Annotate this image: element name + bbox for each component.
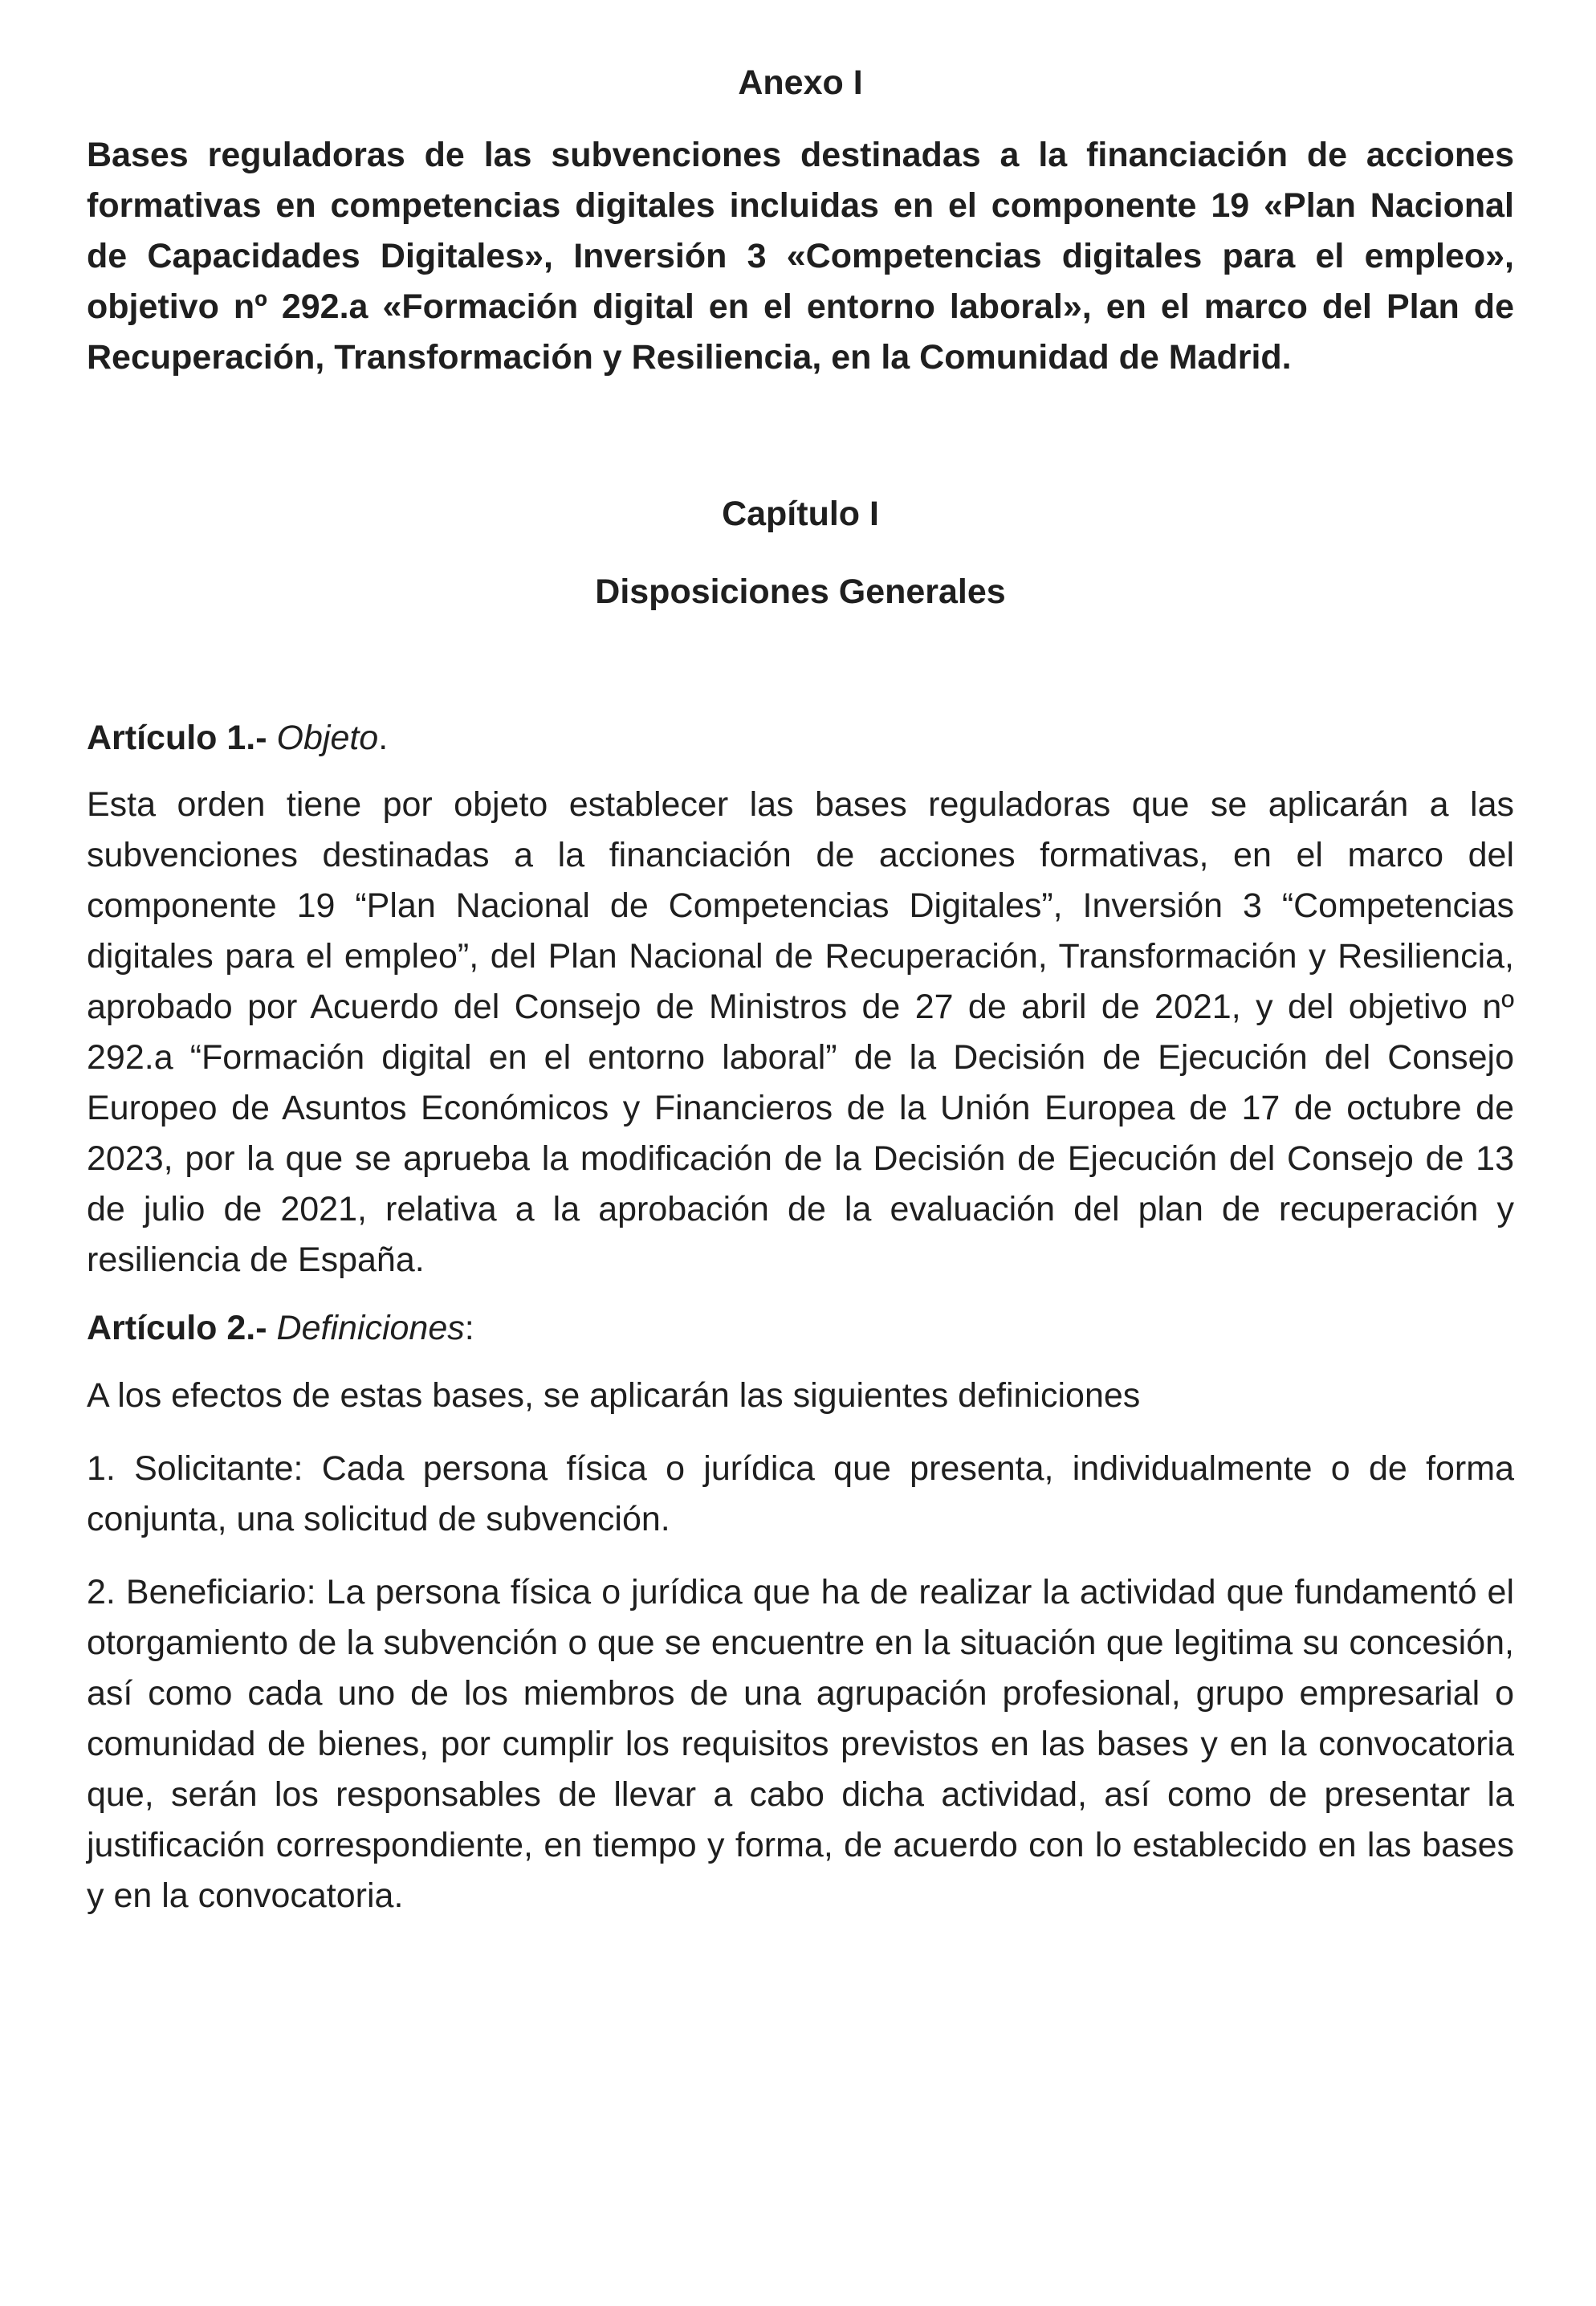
document-page (87, 63, 1514, 1944)
article-1-heading (87, 718, 1514, 760)
article-1-paragraph: Esta orden tiene por objeto establecer las bases reguladoras que se aplicarán a las subvenciones destinadas a la financiación de acciones formativas, en el marco del componente 19 “Plan Nacional de Competencias Digitales”, Inversión 3 “Competencias digitales para el empleo”, del Plan Nacional de Recuperación, Transformación y Resiliencia, aprobado por Acuerdo del Consejo de Ministros de 27 de abril de 2021, y del objetivo nº 292.a “Formación digital en el entorno laboral” de la Decisión de Ejecución del Consejo Europeo de Asuntos Económicos y Financieros de la Unión Europea de 17 de octubre de 2023, por la que se aprueba la modificación de la Decisión de Ejecución del Consejo de 13 de julio de 2021, relativa a la aprobación de la evaluación del plan de recuperación y resiliencia de España. (87, 785, 1514, 1280)
article-1-number: Artículo 1.- (87, 718, 267, 757)
chapter-title: Disposiciones Generales (595, 572, 1006, 612)
article-2-title-suffix: : (464, 1309, 474, 1348)
definition-beneficiario: 2. Beneficiario: La persona física o jurídica que ha de realizar la actividad que fundamentó el otorgamiento de la subvención o que se encuentre en la situación que legitima su concesión, así como cada uno de los miembros de una agrupación profesional, grupo empresarial o comunidad de bienes, por cumplir los requisitos previstos en las bases y en la convocatoria que, serán los responsables de llevar a cabo dicha actividad, así como de presentar la justificación correspondiente, en tiempo y forma, de acuerdo con lo establecido en las bases y en la convocatoria. (87, 1572, 1514, 1915)
article-2-heading (87, 1308, 1514, 1350)
article-2-number: Artículo 2.- (87, 1309, 267, 1348)
document-heading: Bases reguladoras de las subvenciones destinadas a la financiación de acciones formativas en competencias digitales incluidas en el componente 19 «Plan Nacional de Capacidades Digitales», Inversión 3 «Competencias digitales para el empleo», objetivo nº 292.a «Formación digital en el entorno laboral», en el marco del Plan de Recuperación, Transformación y Resiliencia, en la Comunidad de Madrid. (87, 135, 1514, 377)
annex-title: Anexo I (738, 63, 863, 102)
article-2-intro-paragraph: A los efectos de estas bases, se aplicarán las siguientes definiciones (87, 1375, 1141, 1415)
definition-solicitante: 1. Solicitante: Cada persona física o jurídica que presenta, individualmente o de forma conjunta, una solicitud de subvención. (87, 1448, 1514, 1538)
article-2-title: Definiciones (276, 1309, 465, 1348)
article-1-title-suffix: . (378, 718, 389, 757)
chapter-number: Capítulo I (722, 494, 879, 533)
article-1-title: Objeto (276, 718, 379, 757)
